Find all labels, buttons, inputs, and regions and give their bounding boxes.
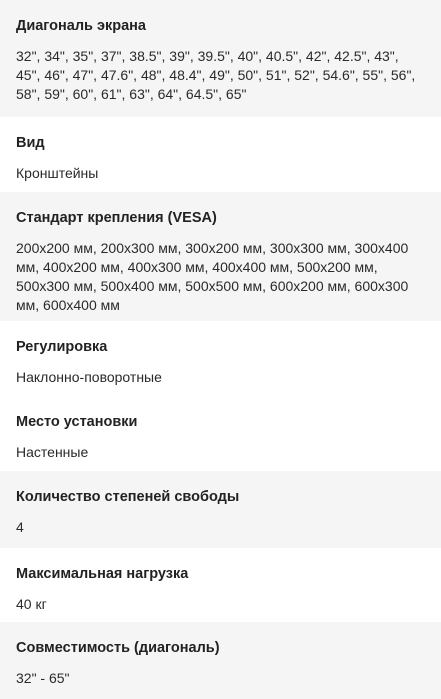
spec-label: Диагональ экрана <box>16 18 146 34</box>
spec-label: Вид <box>16 135 45 151</box>
spec-label: Стандарт крепления (VESA) <box>16 210 217 226</box>
spec-value: 200x200 мм, 200x300 мм, 300x200 мм, 300x300 мм, 300x400 мм, 400x200 мм, 400x300 мм, 400x400 мм, 500x200 мм, 500x300 мм, 500x400 мм, 500x500 мм, 600x200 мм, 600x300 мм, 600x400 мм <box>16 240 409 313</box>
spec-label: Совместимость (диагональ) <box>16 640 220 656</box>
spec-row-max-load <box>0 548 441 622</box>
spec-label: Регулировка <box>16 339 108 355</box>
spec-value: 32" - 65" <box>16 670 70 686</box>
spec-label: Место установки <box>16 414 138 430</box>
spec-row-compatibility-diagonal <box>0 622 441 699</box>
spec-value: 32", 34", 35", 37", 38.5", 39", 39.5", 40", 40.5", 42", 42.5", 43", 45", 46", 47", 47.6", 48", 48.4", 49", 50", 51", 52", 54.6", 55", 56", 58", 59", 60", 61", 63", 64", 64.5", 65" <box>16 48 416 102</box>
spec-value: 4 <box>16 519 24 535</box>
spec-row-degrees-of-freedom <box>0 471 441 548</box>
spec-value: 40 кг <box>16 596 47 612</box>
spec-value: Настенные <box>16 444 89 460</box>
spec-row-screen-diagonal <box>0 0 441 117</box>
spec-label: Максимальная нагрузка <box>16 566 189 582</box>
spec-row-type <box>0 117 441 192</box>
spec-value: Кронштейны <box>16 165 99 181</box>
spec-row-vesa-standard <box>0 192 441 321</box>
spec-label: Количество степеней свободы <box>16 489 240 505</box>
spec-row-mounting-location <box>0 396 441 471</box>
spec-value: Наклонно-поворотные <box>16 369 162 385</box>
spec-row-adjustment <box>0 321 441 396</box>
